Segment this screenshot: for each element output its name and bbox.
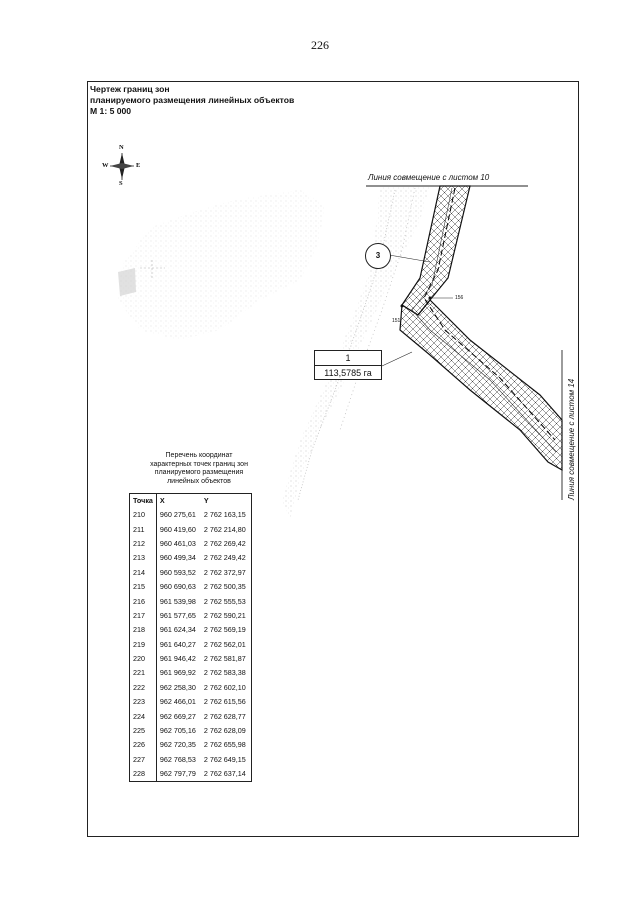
compass-north-label: N bbox=[119, 144, 124, 151]
zone-boundary-corridor bbox=[400, 186, 562, 470]
cell-point: 226 bbox=[130, 738, 157, 752]
compass-south-label: S bbox=[119, 180, 123, 187]
cell-x: 960 419,60 bbox=[159, 524, 196, 534]
cell-point: 212 bbox=[130, 537, 157, 551]
caption-line-1: Перечень координат bbox=[165, 452, 233, 459]
cell-x: 962 720,35 bbox=[159, 740, 196, 750]
table-row bbox=[130, 623, 252, 637]
cell-point: 224 bbox=[130, 709, 157, 723]
cell-x: 960 461,03 bbox=[159, 538, 196, 548]
match-line-right-label: Линия совмещение с листом 14 bbox=[567, 378, 576, 500]
table-row bbox=[130, 767, 252, 782]
cell-point: 222 bbox=[130, 681, 157, 695]
cell-x: 962 258,30 bbox=[159, 682, 196, 692]
cell-y: 2 762 628,77 bbox=[203, 711, 246, 721]
coordinates-table bbox=[129, 493, 252, 782]
cell-x: 960 499,34 bbox=[159, 553, 196, 563]
cell-point: 220 bbox=[130, 652, 157, 666]
cell-y: 2 762 372,97 bbox=[203, 567, 246, 577]
cell-x: 961 640,27 bbox=[159, 639, 196, 649]
cell-x: 961 624,34 bbox=[159, 625, 196, 635]
zone-number: 1 bbox=[315, 351, 381, 366]
object-number-circle: 3 bbox=[365, 243, 391, 269]
table-row bbox=[130, 681, 252, 695]
caption-line-4: линейных объектов bbox=[167, 477, 231, 485]
column-header-x: X bbox=[159, 496, 165, 505]
cell-point: 216 bbox=[130, 594, 157, 608]
cell-x: 962 797,79 bbox=[159, 769, 196, 779]
title-line-2: планируемого размещения линейных объектов bbox=[90, 95, 295, 105]
cell-y: 2 762 655,98 bbox=[203, 740, 246, 750]
cell-x: 962 705,16 bbox=[159, 726, 196, 736]
cell-y: 2 762 649,15 bbox=[203, 754, 246, 764]
table-row bbox=[130, 695, 252, 709]
compass-east-label: E bbox=[136, 162, 141, 169]
caption-line-2: характерных точек границ зон bbox=[150, 460, 248, 468]
coordinates-table-caption bbox=[133, 452, 265, 486]
cell-x: 962 768,53 bbox=[159, 754, 196, 764]
cell-y: 2 762 583,38 bbox=[203, 668, 246, 678]
column-header-point: Точка bbox=[130, 494, 157, 509]
cell-y: 2 762 214,80 bbox=[203, 524, 246, 534]
cell-y: 2 762 569,19 bbox=[203, 625, 246, 635]
caption-line-3: планируемого размещения bbox=[154, 469, 244, 477]
cell-y: 2 762 602,10 bbox=[203, 682, 246, 692]
cell-x: 960 690,63 bbox=[159, 582, 196, 592]
cell-y: 2 762 163,15 bbox=[203, 510, 246, 520]
cell-point: 219 bbox=[130, 638, 157, 652]
table-row bbox=[130, 551, 252, 565]
cell-y: 2 762 555,53 bbox=[203, 596, 246, 606]
cell-y: 2 762 581,87 bbox=[203, 654, 246, 664]
table-row bbox=[130, 652, 252, 666]
column-header-y: Y bbox=[203, 496, 209, 505]
cell-point: 218 bbox=[130, 623, 157, 637]
cell-x: 961 969,92 bbox=[159, 668, 196, 678]
point-label-151: 151 bbox=[392, 318, 401, 324]
zone-area-label bbox=[314, 350, 382, 380]
match-line-top-label: Линия совмещение с листом 10 bbox=[368, 173, 490, 182]
table-row bbox=[130, 638, 252, 652]
cell-x: 962 466,01 bbox=[159, 697, 196, 707]
cell-x: 960 275,61 bbox=[159, 510, 196, 520]
cell-y: 2 762 615,56 bbox=[203, 697, 246, 707]
cell-x: 961 577,65 bbox=[159, 610, 196, 620]
cell-point: 215 bbox=[130, 580, 157, 594]
title-scale: М 1: 5 000 bbox=[90, 106, 132, 116]
cell-y: 2 762 637,14 bbox=[203, 769, 246, 779]
cell-y: 2 762 249,42 bbox=[203, 553, 246, 563]
cell-y: 2 762 590,21 bbox=[203, 610, 246, 620]
cell-y: 2 762 500,35 bbox=[203, 582, 246, 592]
table-row bbox=[130, 753, 252, 767]
table-row bbox=[130, 709, 252, 723]
cell-point: 217 bbox=[130, 609, 157, 623]
cell-point: 228 bbox=[130, 767, 157, 782]
table-row bbox=[130, 738, 252, 752]
table-row bbox=[130, 537, 252, 551]
table-row bbox=[130, 594, 252, 608]
table-row bbox=[130, 580, 252, 594]
cell-y: 2 762 269,42 bbox=[203, 538, 246, 548]
title-line-1: Чертеж границ зон bbox=[90, 84, 170, 94]
table-row bbox=[130, 508, 252, 522]
cell-y: 2 762 562,01 bbox=[203, 639, 246, 649]
table-row bbox=[130, 566, 252, 580]
compass-west-label: W bbox=[102, 162, 109, 169]
page-number: 226 bbox=[311, 38, 329, 52]
table-row bbox=[130, 522, 252, 536]
cell-x: 962 669,27 bbox=[159, 711, 196, 721]
cell-point: 213 bbox=[130, 551, 157, 565]
cell-point: 221 bbox=[130, 666, 157, 680]
compass-icon bbox=[110, 153, 134, 180]
table-row bbox=[130, 609, 252, 623]
table-row bbox=[130, 724, 252, 738]
cell-y: 2 762 628,09 bbox=[203, 726, 246, 736]
table-row bbox=[130, 666, 252, 680]
cell-x: 960 593,52 bbox=[159, 567, 196, 577]
point-label-156: 156 bbox=[455, 295, 464, 301]
cell-point: 223 bbox=[130, 695, 157, 709]
cell-point: 227 bbox=[130, 753, 157, 767]
zone-area-value: 113,5785 га bbox=[324, 368, 372, 378]
cell-x: 961 946,42 bbox=[159, 654, 196, 664]
cell-point: 214 bbox=[130, 566, 157, 580]
cell-point: 225 bbox=[130, 724, 157, 738]
cell-point: 211 bbox=[130, 522, 157, 536]
cell-point: 210 bbox=[130, 508, 157, 522]
cell-x: 961 539,98 bbox=[159, 596, 196, 606]
